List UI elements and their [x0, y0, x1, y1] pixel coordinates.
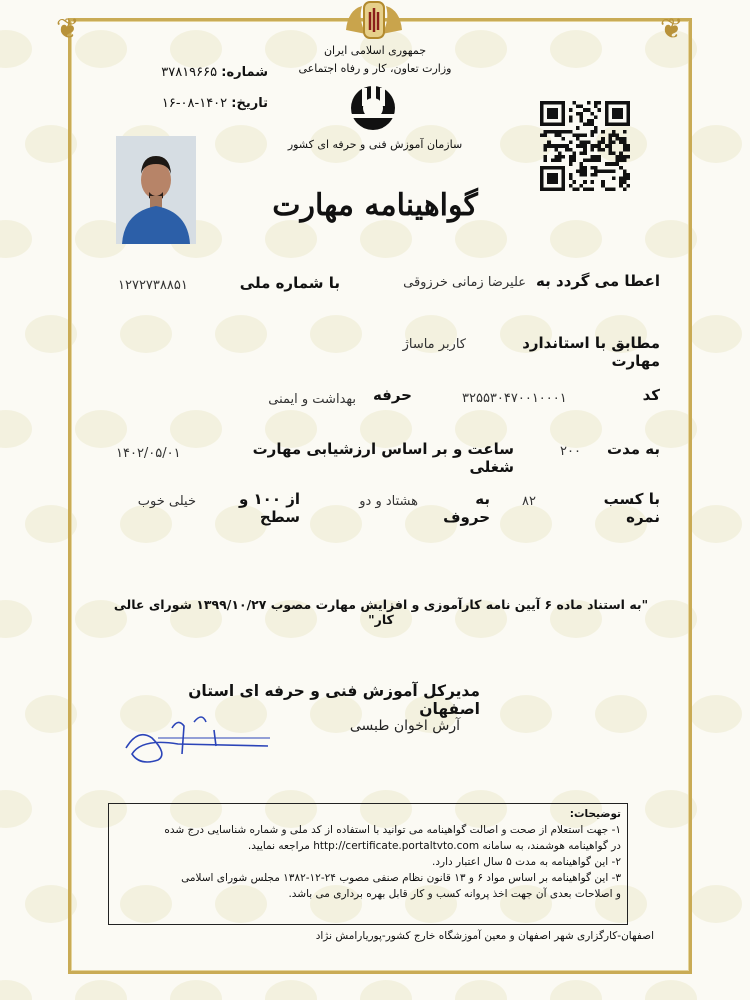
notes-box: [108, 803, 628, 925]
date-value: ۱۴۰۲-۰۸-۱۶: [161, 96, 228, 111]
number-label: شماره:: [221, 65, 268, 80]
footer-issuer: اصفهان-کارگزاری شهر اصفهان و معین آموزشگاه خارج کشور-پوریارامش نژاد: [315, 930, 654, 942]
iran-emblem-icon: [342, 0, 406, 42]
evaluation-date: ۱۴۰۲/۰۵/۰۱: [116, 446, 181, 461]
note-2: ۲- این گواهینامه به مدت ۵ سال اعتبار دارد.: [432, 856, 621, 868]
letters-label: به حروف: [443, 490, 490, 526]
qr-code: [540, 101, 630, 191]
tvto-logo-icon: [346, 82, 400, 132]
standard-label: مطابق با استاندارد مهارت: [522, 334, 660, 370]
corner-ornament-icon: ❦: [660, 12, 684, 45]
signatory-name: آرش اخوان طبسی: [349, 718, 460, 734]
level-value: خیلی خوب: [137, 494, 196, 509]
note-1a: ۱- جهت استعلام از صحت و اصالت گواهینامه می توانید با استفاده از کد ملی و شماره شناسایی درج شده: [164, 824, 621, 836]
duration-label: به مدت: [607, 440, 660, 458]
standard-value: کاربر ماساژ: [402, 337, 466, 352]
number-value: ۳۷۸۱۹۶۶۵: [161, 65, 218, 80]
code-label: کد: [642, 386, 660, 404]
header-republic: جمهوری اسلامی ایران: [323, 44, 427, 57]
score-value: ۸۲: [522, 494, 536, 509]
header-ministry: وزارت تعاون، کار و رفاه اجتماعی: [298, 62, 452, 75]
national-id-label: با شماره ملی: [239, 274, 340, 292]
awarded-label: اعطا می گردد به: [536, 272, 660, 290]
certificate-number: [108, 65, 268, 80]
hours-label: ساعت و بر اساس ارزشیابی مهارت شغلی: [252, 440, 514, 476]
profession-label: حرفه: [372, 386, 412, 404]
notes-heading: توضیحات:: [569, 808, 621, 820]
note-1b: در گواهینامه هوشمند، به سامانه http://certificate.portaltvto.com مراجعه نمایید.: [247, 840, 621, 852]
signatory-title: مدیرکل آموزش فنی و حرفه ای استان اصفهان: [188, 682, 480, 718]
date-label: تاریخ:: [231, 96, 268, 111]
note-3a: ۳- این گواهینامه بر اساس مواد ۶ و ۱۳ قانون نظام صنفی مصوب ۲۴-۱۲-۱۳۸۲ مجلس شورای اسلامی: [181, 872, 621, 884]
holder-name: علیرضا زمانی خرزوقی: [403, 275, 526, 290]
note-3b: و اصلاحات بعدی آن جهت اخذ پروانه کسب و کار قابل بهره برداری می باشد.: [288, 888, 621, 900]
out-of-label: از ۱۰۰ و سطح: [238, 490, 300, 526]
national-id-value: ۱۲۷۲۷۳۸۸۵۱: [118, 278, 188, 293]
header-organization: سازمان آموزش فنی و حرفه ای کشور: [287, 138, 463, 151]
score-label: با کسب نمره: [603, 490, 660, 526]
signature-image: [118, 708, 278, 774]
certificate-title: گواهینامه مهارت: [272, 188, 478, 223]
duration-value: ۲۰۰: [560, 444, 581, 459]
certificate-date: [100, 96, 268, 111]
legal-reference: "به استناد ماده ۶ آیین نامه کارآموزی و افزایش مهارت مصوب ۱۳۹۹/۱۰/۲۷ شورای عالی کار": [113, 597, 649, 627]
profession-value: بهداشت و ایمنی: [268, 392, 356, 407]
letters-value: هشتاد و دو: [359, 494, 418, 509]
code-value: ۳۲۵۵۳۰۴۷۰۰۱۰۰۰۱: [462, 391, 567, 406]
corner-ornament-icon: ❦: [56, 12, 80, 45]
